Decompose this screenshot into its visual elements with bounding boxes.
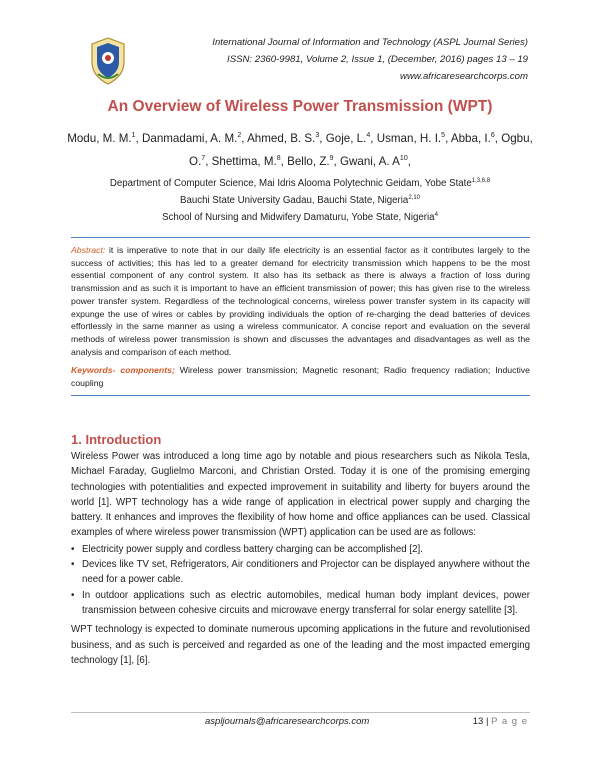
footer-email[interactable]: aspljournals@africaresearchcorps.com	[205, 716, 370, 727]
journal-name: International Journal of Information and Technology (ASPL Journal Series)	[212, 37, 528, 48]
keywords-label: Keywords- components;	[71, 365, 175, 376]
abstract-label: Abstract:	[71, 245, 106, 255]
paragraph: Wireless Power was introduced a long time ago by notable and pious researchers such as Nikola Tesla, Michael Faraday, Guglielmo Marconi, and Christian Orsted. Today it is one of the promising emerging technologies with potentialities and expected improvement in suitability and liberty for buyers around the world [1]. WPT technology has a wide range of application in electrical power supply and charging the battery. It enhances and improves the flexibility of how home and office appliances can be used. Classical examples of where wireless power transmission (WPT) application can be used are as follows:	[71, 451, 530, 539]
keywords-text: Wireless power transmission; Magnetic resonant; Radio frequency radiation; Inductive coupling	[71, 365, 530, 389]
author: Goje, L.$^4$,	[325, 131, 377, 145]
list-item: • Electricity power supply and cordless battery charging can be accomplished [2].	[82, 542, 530, 557]
page-number: 13 | P a g e	[472, 716, 528, 727]
footer-divider	[71, 712, 530, 713]
list-item: • Devices like TV set, Refrigerators, Air conditioners and Projector can be displayed anywhere without the need for a power cable.	[82, 557, 530, 588]
journal-info	[212, 34, 528, 85]
journal-issn: ISSN: 2360-9981, Volume 2, Issue 1, (December, 2016) pages 13 – 19	[227, 54, 528, 65]
author: Modu, M. M.$^1$,	[67, 131, 142, 145]
affiliation: Department of Computer Science, Mai Idris Alooma Polytechnic Geidam, Yobe State$^{1,3,6,8}$	[109, 178, 491, 190]
author: Bello, Z.$^9$,	[287, 154, 340, 168]
list-item: • In outdoor applications such as electric automobiles, medical human body implant devices, power transmission between cohesive circuits and microwave energy transferral for solar energy satellite [3].	[82, 588, 530, 619]
paragraph: WPT technology is expected to dominate numerous upcoming applications in the future and revolutionised business, and as such is perceived and regarded as one of the leading and the most impacted emerging technology [1], [6].	[71, 624, 530, 666]
abstract-box	[71, 237, 530, 396]
author: Shettima, M.$^8$,	[211, 154, 288, 168]
section-body	[71, 449, 530, 668]
abstract-text: it is imperative to note that in our daily life electricity is an essential factor as it contributes largely to the success of activities; this has led to a greater demand for electricity transmission which happens to be the most essential component of any control system. It also has its setback as there is always a fraction of loss during transmission and as such it is important to have an efficient transmission of power; this has given rise to the wireless power transfer system. Regardless of the technological concerns, wireless power transfer system in its capacity will expunge the use of wires or cables by providing individuals the option of re-charging the dead batteries of devices effortlessly in the same manner as using a wireless communicator. A concise report and evaluation on the several methods of wireless power transmission is shown and discusses the advantages and disadvantages as well as the analysis and comparison of each method.	[71, 245, 530, 357]
keywords	[71, 364, 530, 389]
author: Usman, H. I.$^5$,	[376, 131, 451, 145]
author: Danmadami, A. M.$^2$,	[142, 131, 248, 145]
paper-title: An Overview of Wireless Power Transmission (WPT)	[107, 98, 493, 115]
author: Gwani, A. $A^{10}$,	[339, 154, 411, 168]
affiliations	[80, 174, 520, 226]
author: Ahmed, B. S.$^3$,	[247, 131, 326, 145]
abstract	[71, 244, 530, 358]
bullet-list	[71, 542, 530, 618]
author: Abba, I.$^6$,	[450, 131, 502, 145]
journal-logo-icon	[88, 36, 128, 86]
author-list	[60, 126, 540, 172]
affiliation: Bauchi State University Gadau, Bauchi State, Nigeria$^{2,10}$	[179, 195, 420, 207]
affiliation: School of Nursing and Midwifery Damaturu, Yobe State, Nigeria$^4$	[162, 212, 438, 224]
author: Ogbu, O.$^7$,	[189, 131, 533, 168]
section-heading: 1. Introduction	[71, 432, 162, 447]
journal-website[interactable]: www.africaresearchcorps.com	[400, 71, 528, 82]
